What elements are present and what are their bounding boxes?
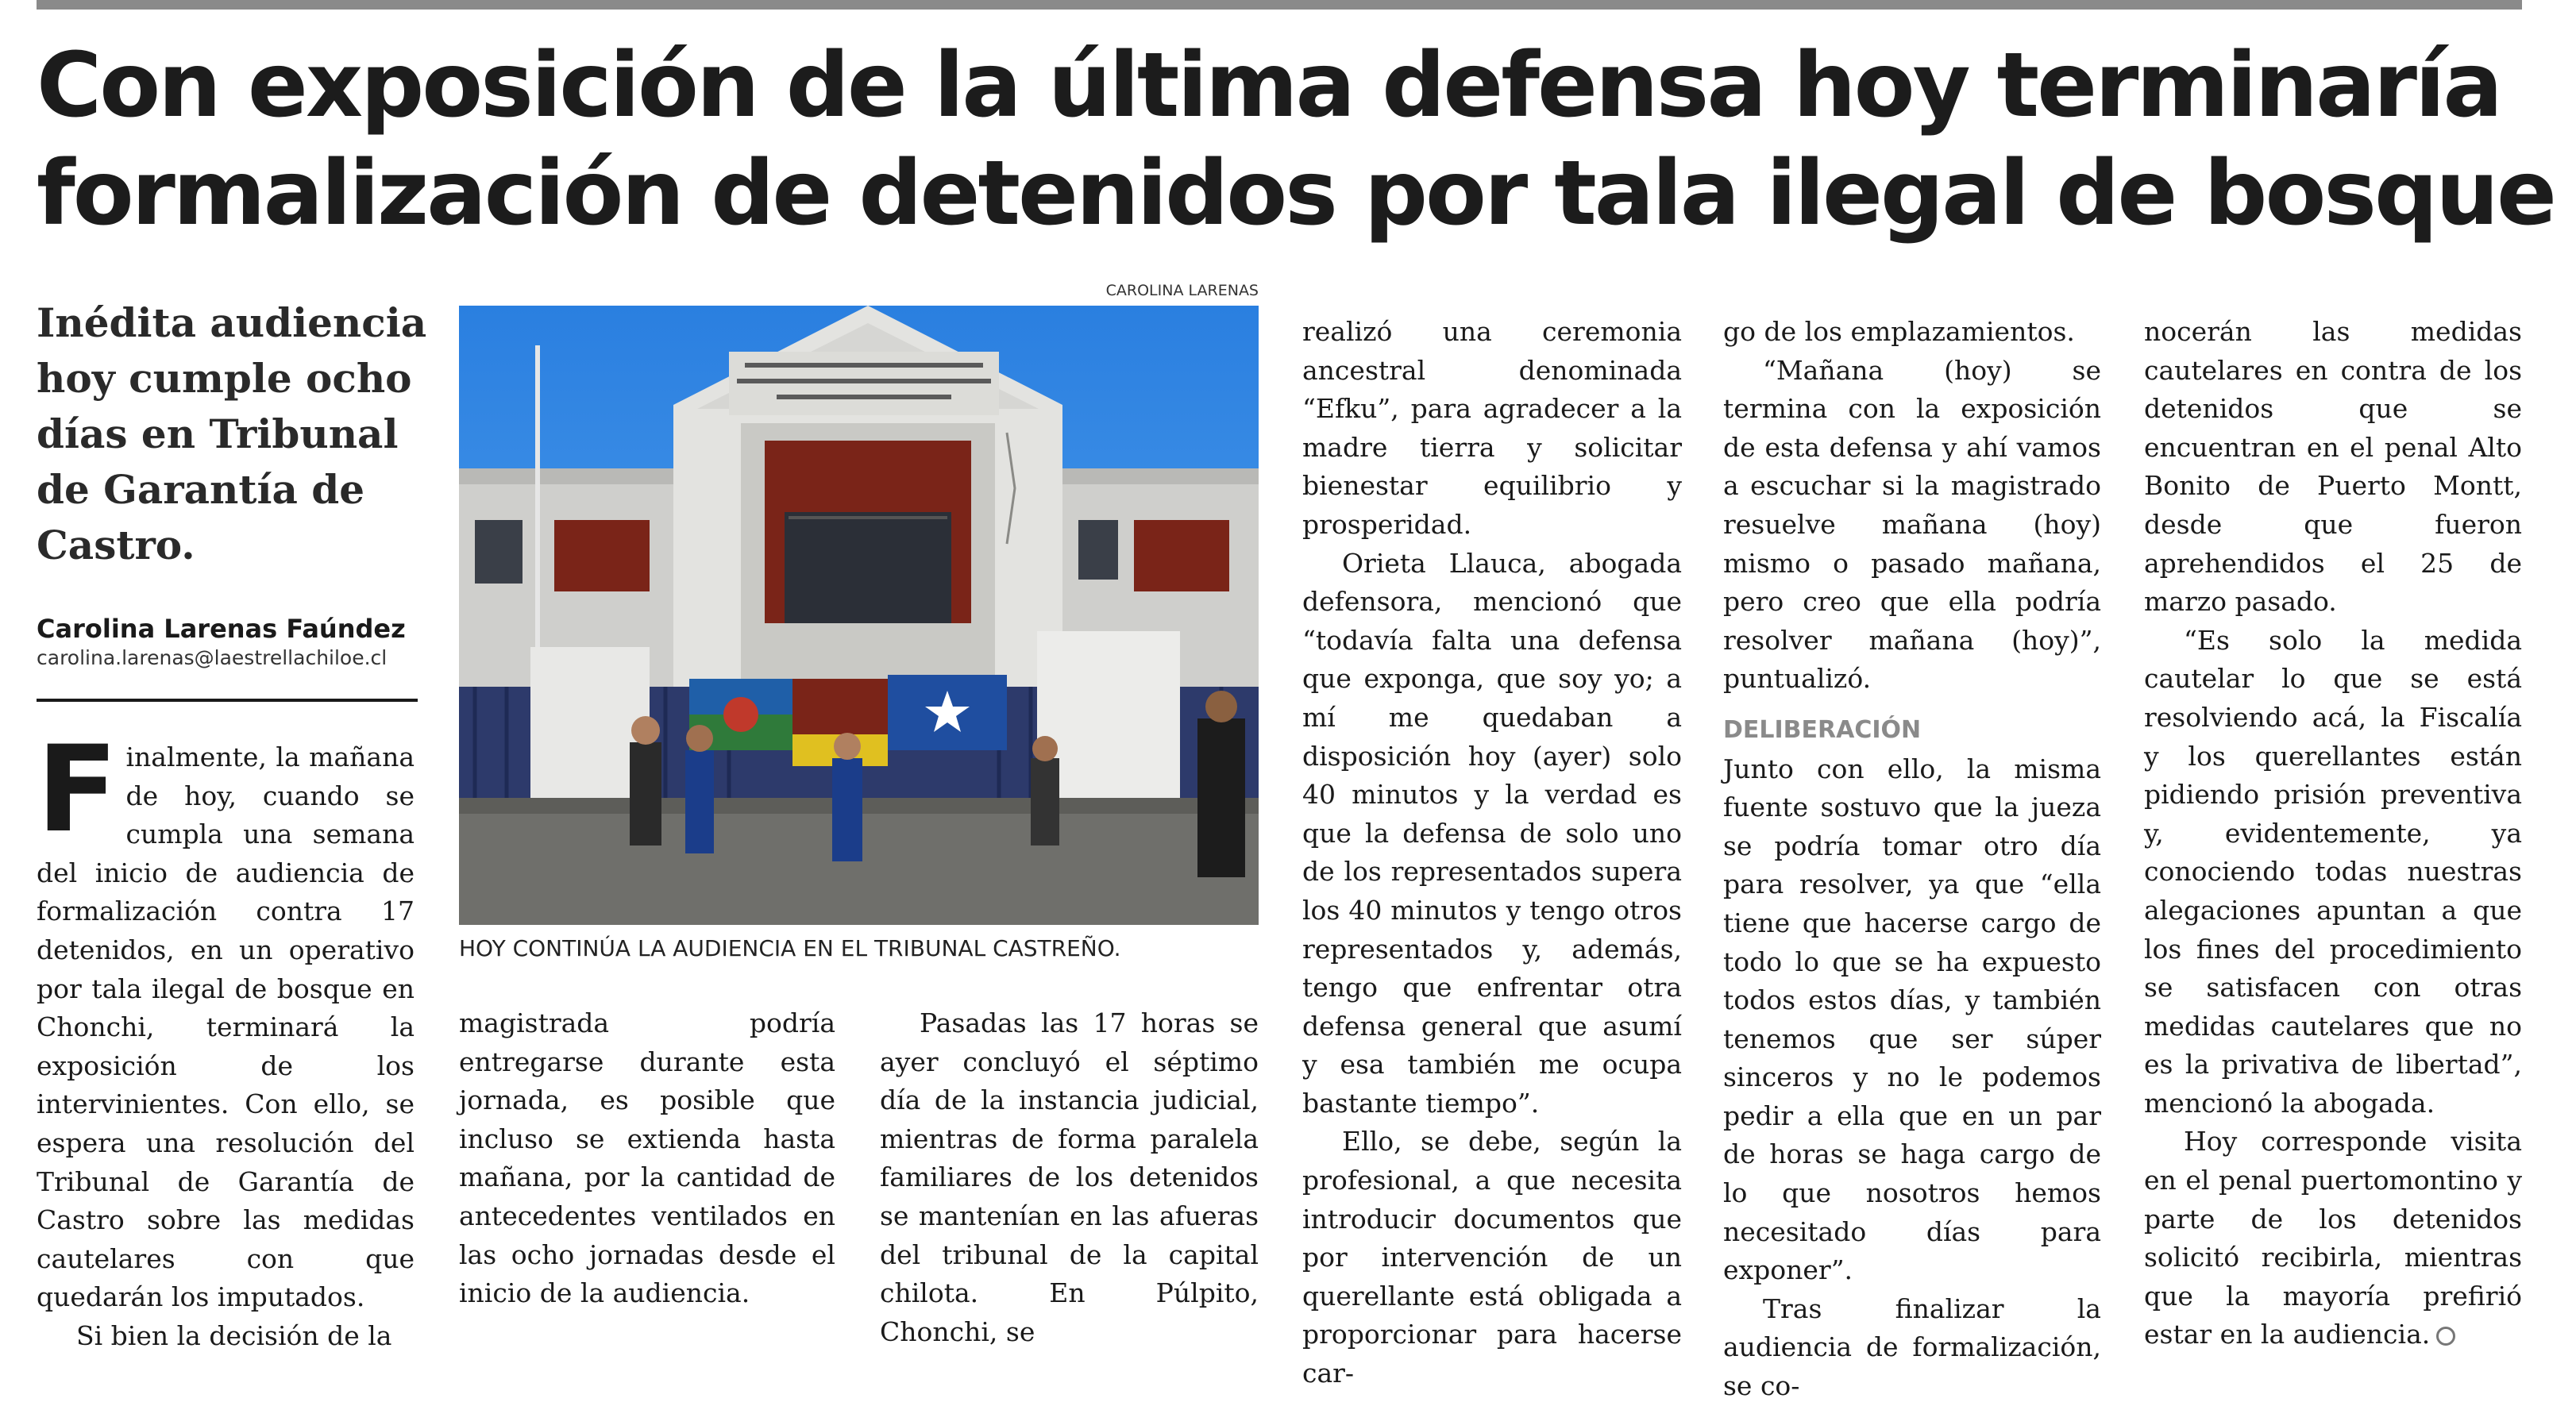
paragraph: Pasadas las 17 horas se ayer concluyó el séptimo día de la instancia judicial, mientras de forma paralela familiares de los detenidos se mantenían en las afueras del tribunal de la capital chilota. En Púlpito, Chonchi, se [880, 1007, 1259, 1347]
headline-line-2: formalización de detenidos por tala ilegal de bosque [37, 142, 2555, 245]
courthouse-illustration [459, 306, 1259, 925]
photo-caption: HOY CONTINÚA LA AUDIENCIA EN EL TRIBUNAL CASTREÑO. [459, 935, 1121, 961]
paragraph: realizó una ceremonia ancestral denominada “Efku”, para agradecer a la madre tierra y solicitar bienestar equilibrio y prosperidad. [1302, 316, 1682, 540]
column-6 [2144, 313, 2522, 1354]
column-3 [880, 1004, 1259, 1351]
column-2 [459, 1004, 835, 1313]
paragraph: Tras finalizar la audiencia de formalización, se co- [1723, 1292, 2101, 1402]
paragraph: nocerán las medidas cautelares en contra de los detenidos que se encuentran en el penal Alto Bonito de Puerto Montt, desde que fueron aprehendidos el 25 de marzo pasado. [2144, 316, 2522, 618]
circle-end-icon [2436, 1327, 2455, 1346]
paragraph: go de los emplazamientos. [1723, 316, 2075, 347]
column-1 [37, 721, 415, 1356]
headline-line-1: Con exposición de la última defensa hoy terminaría [37, 34, 2501, 137]
paragraph: Hoy corresponde visita en el penal puertomontino y parte de los detenidos solicitó recibirla, mientras que la mayoría prefirió estar en la audiencia. [2144, 1126, 2522, 1350]
section-subhead: DELIBERACIÓN [1723, 715, 1922, 744]
author-email[interactable]: carolina.larenas@laestrellachiloe.cl [37, 646, 388, 669]
author-name: Carolina Larenas Faúndez [37, 614, 406, 644]
column-5 [1723, 313, 2101, 1406]
deck: Inédita audiencia hoy cumple ocho días en Tribunal de Garantía de Castro. [37, 299, 427, 568]
photo-credit: CAROLINA LARENAS [1105, 282, 1259, 299]
column-4 [1302, 313, 1682, 1393]
headline [37, 32, 2555, 248]
paragraph: Orieta Llauca, abogada defensora, mencionó que “todavía falta una defensa que exponga, que soy yo; a mí me quedaban a disposición hoy (ayer) solo 40 minutos y la verdad es que la defensa de solo uno de los representados supera los 40 minutos y tengo otros representados y, además, tengo que enfrentar otra defensa general que asumí y esa también me ocupa bastante tiempo”. [1302, 547, 1682, 1119]
paragraph: Ello, se debe, según la profesional, a que necesita introducir documentos que por intervención de un querellante está obligada a proporcionar para hacerse car- [1302, 1126, 1682, 1389]
paragraph: “Mañana (hoy) se termina con la exposición de esta defensa y ahí vamos a escuchar si la magistrado resuelve mañana (hoy) mismo o pasado mañana, pero creo que ella podría resolver mañana (hoy)”, puntualizó. [1723, 354, 2101, 695]
top-rule [37, 0, 2522, 10]
paragraph: “Es solo la medida cautelar lo que se está resolviendo acá, la Fiscalía y los querellantes están pidiendo prisión preventiva y, evidentemente, ya conociendo todas nuestras alegaciones apuntan a que los fines del procedimiento se satisfacen con otras medidas cautelares que no es la privativa de libertad”, mencionó la abogada. [2144, 624, 2522, 1119]
lead-paragraph: Finalmente, la mañana de hoy, cuando se cumpla una semana del inicio de audiencia de formalización contra 17 detenidos, en un operativo por tala ilegal de bosque en Chonchi, terminará la exposición de los intervinientes. Con ello, se espera una resolución del Tribunal de Garantía de Castro sobre las medidas cautelares con que quedarán los imputados. [37, 721, 415, 1313]
byline-rule [37, 699, 418, 702]
drop-cap: F [37, 721, 118, 859]
byline [37, 613, 449, 672]
paragraph: Junto con ello, la misma fuente sostuvo que la jueza se podría tomar otro día para resolver, ya que “ella tiene que hacerse cargo de todo lo que se ha expuesto todos estos días, y también tenemos que ser súper sinceros y no le podemos pedir a ella que en un par de horas se haga cargo de lo que nosotros hemos necesitado días para exponer”. [1723, 753, 2101, 1286]
paragraph: magistrada podría entregarse durante esta jornada, es posible que incluso se extienda hasta mañana, por la cantidad de antecedentes ventilados en las ocho jornadas desde el inicio de la audiencia. [459, 1007, 835, 1309]
paragraph: Si bien la decisión de la [76, 1319, 392, 1351]
courthouse-photo [459, 306, 1259, 925]
